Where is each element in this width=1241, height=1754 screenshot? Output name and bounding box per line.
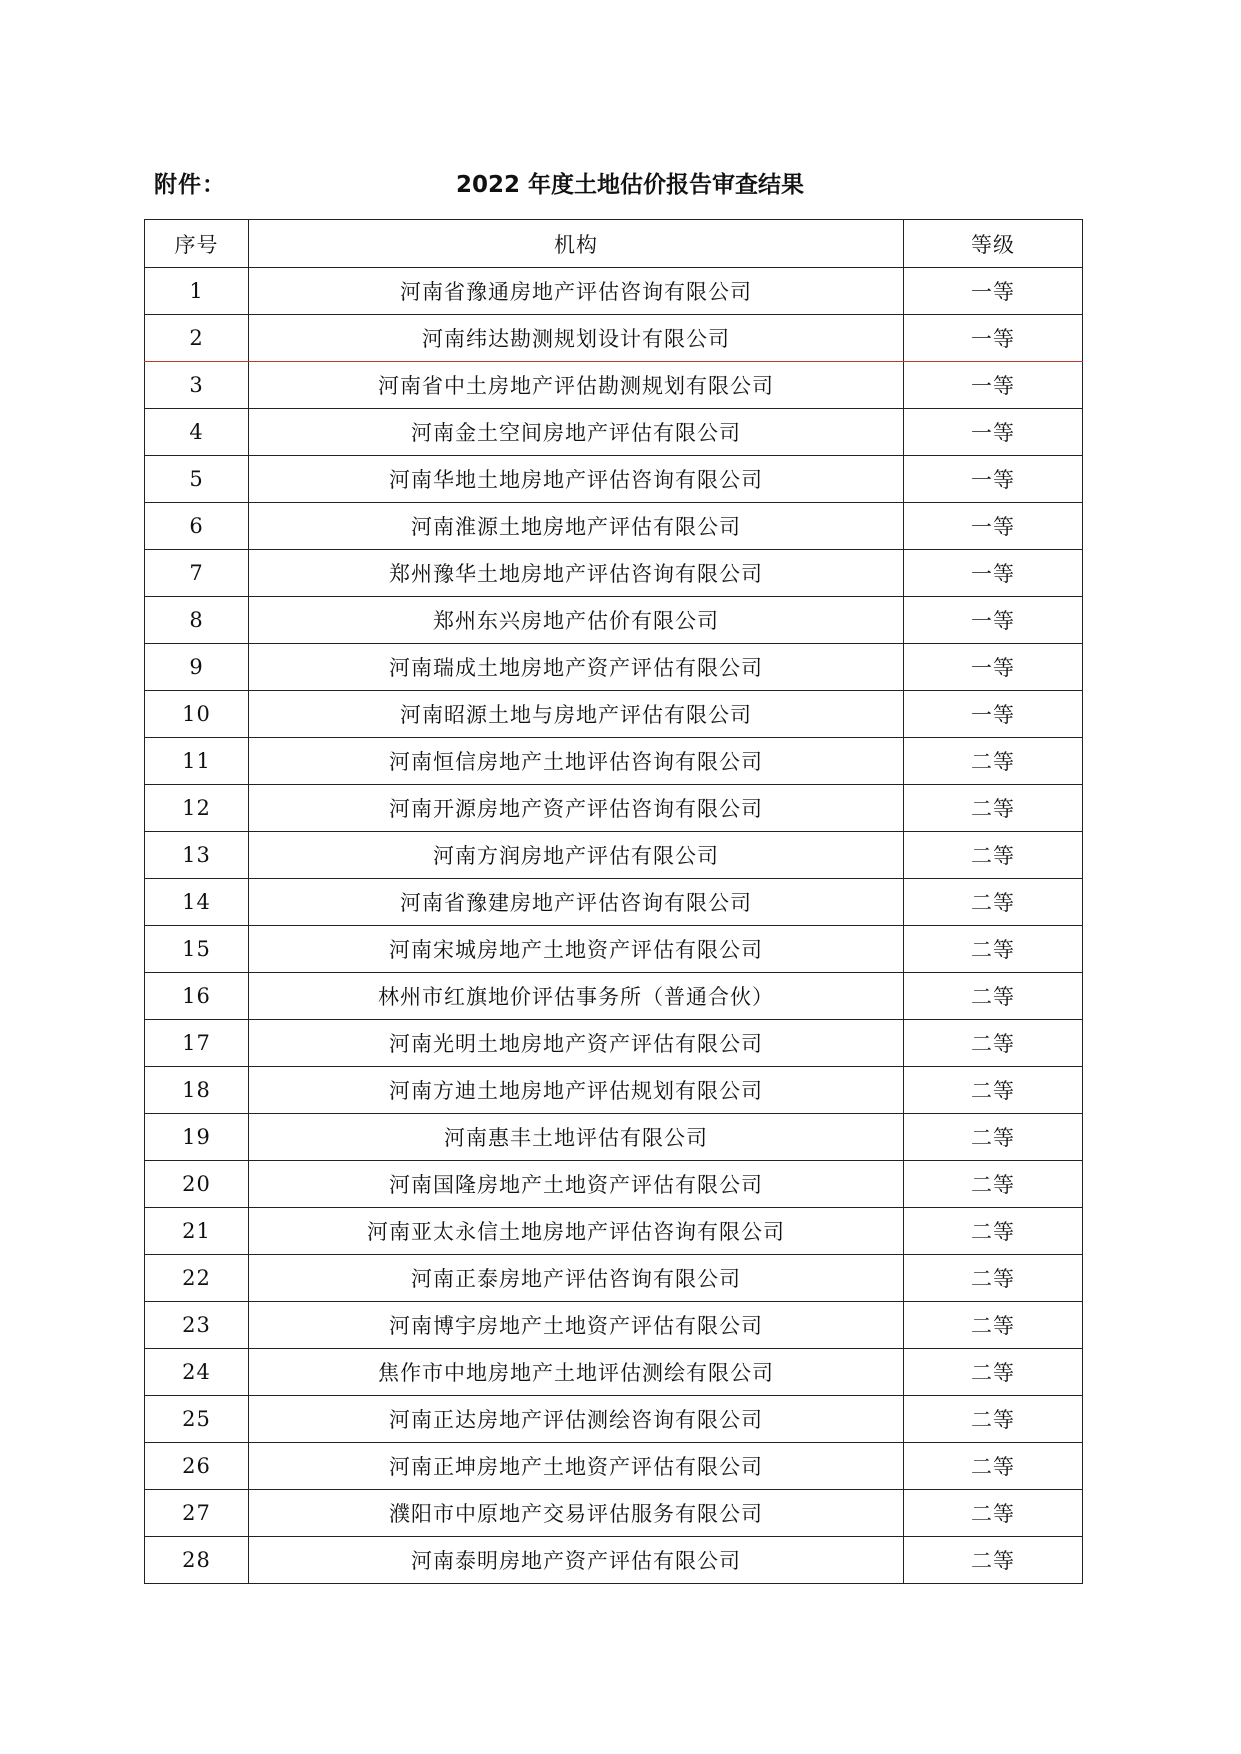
- grade-value: 一等: [904, 550, 1083, 597]
- row-index: 7: [145, 550, 249, 597]
- document-title: 2022 年度土地估价报告审查结果: [455, 172, 805, 198]
- table-row: [145, 550, 1083, 597]
- organization-name: 河南国隆房地产土地资产评估有限公司: [249, 1161, 904, 1208]
- row-index: 28: [145, 1537, 249, 1584]
- table-row: [145, 832, 1083, 879]
- row-index: 14: [145, 879, 249, 926]
- row-index: 8: [145, 597, 249, 644]
- organization-name: 河南昭源土地与房地产评估有限公司: [249, 691, 904, 738]
- row-index: 6: [145, 503, 249, 550]
- grade-value: 二等: [904, 738, 1083, 785]
- grade-value: 二等: [904, 1490, 1083, 1537]
- table-row: [145, 738, 1083, 785]
- organization-name: 濮阳市中原地产交易评估服务有限公司: [249, 1490, 904, 1537]
- grade-value: 二等: [904, 1114, 1083, 1161]
- grade-value: 二等: [904, 973, 1083, 1020]
- table-row: [145, 1020, 1083, 1067]
- row-index: 23: [145, 1302, 249, 1349]
- organization-name: 河南纬达勘测规划设计有限公司: [249, 315, 904, 362]
- grade-value: 二等: [904, 1302, 1083, 1349]
- grade-value: 一等: [904, 691, 1083, 738]
- table-row: [145, 1302, 1083, 1349]
- organization-name: 林州市红旗地价评估事务所（普通合伙）: [249, 973, 904, 1020]
- table-row: [145, 926, 1083, 973]
- row-index: 15: [145, 926, 249, 973]
- row-index: 25: [145, 1396, 249, 1443]
- table-row: [145, 315, 1083, 362]
- row-index: 1: [145, 268, 249, 315]
- row-index: 4: [145, 409, 249, 456]
- grade-value: 二等: [904, 1020, 1083, 1067]
- table-row: [145, 1208, 1083, 1255]
- row-index: 11: [145, 738, 249, 785]
- organization-name: 河南淮源土地房地产评估有限公司: [249, 503, 904, 550]
- grade-value: 二等: [904, 832, 1083, 879]
- table-row: [145, 1537, 1083, 1584]
- row-index: 22: [145, 1255, 249, 1302]
- row-index: 9: [145, 644, 249, 691]
- table-row: [145, 1396, 1083, 1443]
- table-row: [145, 362, 1083, 409]
- row-index: 13: [145, 832, 249, 879]
- organization-name: 焦作市中地房地产土地评估测绘有限公司: [249, 1349, 904, 1396]
- table-row: [145, 644, 1083, 691]
- table-row: [145, 1255, 1083, 1302]
- table-row: [145, 1490, 1083, 1537]
- row-index: 24: [145, 1349, 249, 1396]
- organization-name: 河南正达房地产评估测绘咨询有限公司: [249, 1396, 904, 1443]
- table-row: [145, 1161, 1083, 1208]
- grade-value: 一等: [904, 503, 1083, 550]
- row-index: 3: [145, 362, 249, 409]
- table-row: [145, 879, 1083, 926]
- organization-name: 河南方润房地产评估有限公司: [249, 832, 904, 879]
- column-header-index: 序号: [145, 220, 249, 268]
- organization-name: 河南光明土地房地产资产评估有限公司: [249, 1020, 904, 1067]
- grade-value: 一等: [904, 409, 1083, 456]
- organization-name: 河南省豫通房地产评估咨询有限公司: [249, 268, 904, 315]
- table-row: [145, 1114, 1083, 1161]
- table-header-row: [145, 220, 1083, 268]
- row-index: 26: [145, 1443, 249, 1490]
- table-row: [145, 1443, 1083, 1490]
- row-index: 12: [145, 785, 249, 832]
- table-row: [145, 691, 1083, 738]
- grade-value: 二等: [904, 879, 1083, 926]
- organization-name: 河南正坤房地产土地资产评估有限公司: [249, 1443, 904, 1490]
- organization-name: 河南惠丰土地评估有限公司: [249, 1114, 904, 1161]
- organization-name: 河南省中土房地产评估勘测规划有限公司: [249, 362, 904, 409]
- table-row: [145, 597, 1083, 644]
- organization-name: 河南亚太永信土地房地产评估咨询有限公司: [249, 1208, 904, 1255]
- row-index: 27: [145, 1490, 249, 1537]
- attachment-label: 附件：: [154, 172, 226, 198]
- grade-value: 二等: [904, 1443, 1083, 1490]
- table-row: [145, 1349, 1083, 1396]
- organization-name: 河南泰明房地产资产评估有限公司: [249, 1537, 904, 1584]
- grade-value: 一等: [904, 644, 1083, 691]
- grade-value: 一等: [904, 362, 1083, 409]
- table-row: [145, 973, 1083, 1020]
- grade-value: 二等: [904, 1161, 1083, 1208]
- organization-name: 河南正泰房地产评估咨询有限公司: [249, 1255, 904, 1302]
- row-index: 2: [145, 315, 249, 362]
- row-index: 19: [145, 1114, 249, 1161]
- organization-name: 河南开源房地产资产评估咨询有限公司: [249, 785, 904, 832]
- column-header-organization: 机构: [249, 220, 904, 268]
- grade-value: 一等: [904, 456, 1083, 503]
- grade-value: 二等: [904, 1208, 1083, 1255]
- grade-value: 一等: [904, 597, 1083, 644]
- table-row: [145, 503, 1083, 550]
- grade-value: 二等: [904, 1349, 1083, 1396]
- table-row: [145, 1067, 1083, 1114]
- organization-name: 郑州东兴房地产估价有限公司: [249, 597, 904, 644]
- organization-name: 河南博宇房地产土地资产评估有限公司: [249, 1302, 904, 1349]
- grade-value: 二等: [904, 1255, 1083, 1302]
- grade-value: 二等: [904, 785, 1083, 832]
- row-index: 5: [145, 456, 249, 503]
- organization-name: 河南华地土地房地产评估咨询有限公司: [249, 456, 904, 503]
- row-index: 16: [145, 973, 249, 1020]
- row-index: 10: [145, 691, 249, 738]
- organization-name: 河南宋城房地产土地资产评估有限公司: [249, 926, 904, 973]
- row-index: 18: [145, 1067, 249, 1114]
- table-row: [145, 409, 1083, 456]
- grade-value: 二等: [904, 1067, 1083, 1114]
- organization-name: 河南恒信房地产土地评估咨询有限公司: [249, 738, 904, 785]
- row-index: 21: [145, 1208, 249, 1255]
- table-row: [145, 785, 1083, 832]
- table-row: [145, 456, 1083, 503]
- table-body: [145, 268, 1083, 1584]
- organization-name: 河南金土空间房地产评估有限公司: [249, 409, 904, 456]
- grade-value: 一等: [904, 315, 1083, 362]
- results-table: [144, 219, 1083, 1584]
- organization-name: 河南瑞成土地房地产资产评估有限公司: [249, 644, 904, 691]
- grade-value: 二等: [904, 926, 1083, 973]
- column-header-grade: 等级: [904, 220, 1083, 268]
- table-row: [145, 268, 1083, 315]
- organization-name: 河南方迪土地房地产评估规划有限公司: [249, 1067, 904, 1114]
- row-index: 17: [145, 1020, 249, 1067]
- grade-value: 二等: [904, 1396, 1083, 1443]
- row-index: 20: [145, 1161, 249, 1208]
- grade-value: 二等: [904, 1537, 1083, 1584]
- organization-name: 郑州豫华土地房地产评估咨询有限公司: [249, 550, 904, 597]
- grade-value: 一等: [904, 268, 1083, 315]
- organization-name: 河南省豫建房地产评估咨询有限公司: [249, 879, 904, 926]
